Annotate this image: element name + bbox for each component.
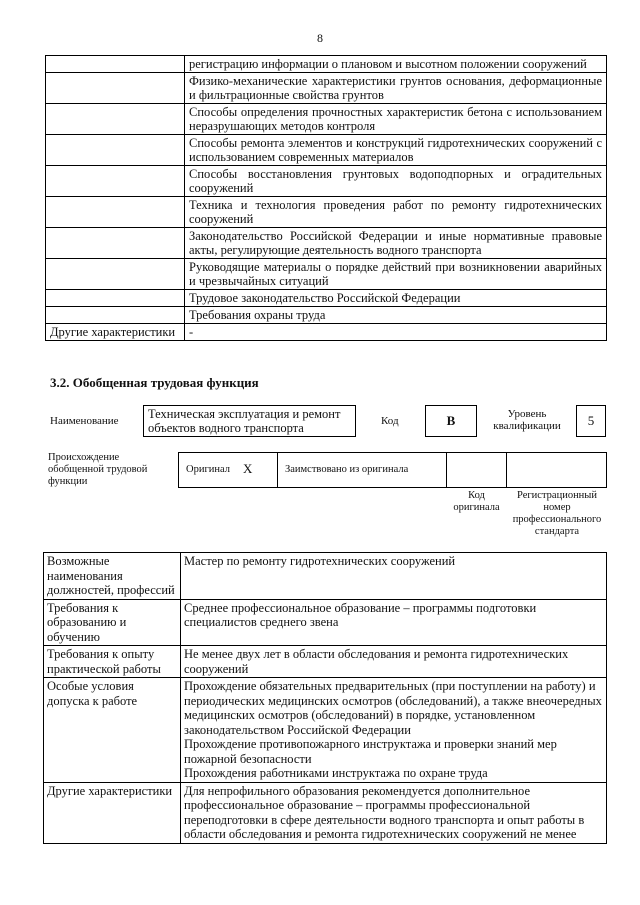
row-label: Требования к образованию и обучению	[44, 599, 181, 646]
row-label	[46, 73, 185, 104]
row-paragraph: Среднее профессиональное образование – программы подготовки специалистов среднего звена	[184, 600, 537, 629]
table-row	[44, 599, 607, 646]
borrowed-label: Заимствовано из оригинала	[285, 464, 409, 475]
original-mark: X	[243, 461, 253, 476]
row-paragraph: Прохождения работниками инструктажа по охране труда	[184, 766, 488, 780]
table-row	[46, 73, 607, 104]
row-value: Законодательство Российской Федерации и иные нормативные правовые акты, регулирующие деятельность водного транспорта	[185, 228, 607, 259]
table-row	[46, 259, 607, 290]
table-row	[44, 782, 607, 843]
name-label: Наименование	[50, 415, 119, 427]
row-label	[46, 56, 185, 73]
table-row	[46, 104, 607, 135]
row-value	[181, 678, 607, 783]
row-label: Другие характеристики	[46, 324, 185, 341]
code-original-cell	[446, 452, 507, 488]
table-row	[46, 135, 607, 166]
row-paragraph: Для непрофильного образования рекомендуется дополнительное профессиональное образование – программы профессиональной переподготовки в сфере деятельности водного транспорта и опыт работы в области обследования и ремонта гидротехнических сооружений не менее	[184, 783, 585, 841]
row-value: Требования охраны труда	[185, 307, 607, 324]
row-label	[46, 228, 185, 259]
row-value: Способы восстановления грунтовых водоподпорных и оградительных сооружений	[185, 166, 607, 197]
row-paragraph: Мастер по ремонту гидротехнических сооружений	[184, 554, 456, 568]
row-value	[181, 553, 607, 600]
row-paragraph: Не менее двух лет в области обследования и ремонта гидротехнических сооружений	[184, 647, 569, 676]
table-row	[46, 56, 607, 73]
row-value: Способы определения прочностных характеристик бетона с использованием неразрушающих методов контроля	[185, 104, 607, 135]
row-value: Руководящие материалы о порядке действий при возникновении аварийных и чрезвычайных ситуаций	[185, 259, 607, 290]
row-label	[46, 197, 185, 228]
row-label	[46, 104, 185, 135]
row-label	[46, 290, 185, 307]
row-label	[46, 135, 185, 166]
page-number: 8	[317, 31, 323, 45]
row-value: Техника и технология проведения работ по ремонту гидротехнических сооружений	[185, 197, 607, 228]
table-row	[46, 228, 607, 259]
row-label: Особые условия допуска к работе	[44, 678, 181, 783]
row-value	[181, 599, 607, 646]
section-heading: 3.2. Обобщенная трудовая функция	[50, 375, 259, 390]
reg-number-caption: Регистрационный номер профессионального стандарта	[512, 490, 602, 537]
knowledge-table	[45, 55, 607, 341]
row-value: Физико-механические характеристики грунтов основания, деформационные и фильтрационные свойства грунтов	[185, 73, 607, 104]
row-paragraph: Прохождение противопожарного инструктажа и проверки знаний мер пожарной безопасности	[184, 737, 557, 766]
row-label	[46, 259, 185, 290]
row-paragraph: Прохождение обязательных предварительных (при поступлении на работу) и периодических медицинских осмотров (обследований), а также внеочередных медицинских осмотров (обследований) в порядке, установленном законодательством Российской Федерации	[184, 679, 602, 737]
table-row	[44, 553, 607, 600]
row-value: регистрацию информации о плановом и высотном положении сооружений	[185, 56, 607, 73]
code-original-caption: Код оригинала	[453, 490, 500, 513]
row-value: -	[185, 324, 607, 341]
table-row	[44, 646, 607, 678]
row-value: Трудовое законодательство Российской Федерации	[185, 290, 607, 307]
reg-number-cell	[506, 452, 607, 488]
table-row	[46, 290, 607, 307]
table-row	[44, 678, 607, 783]
code-box: B	[425, 405, 477, 437]
row-label: Возможные наименования должностей, профессий	[44, 553, 181, 600]
requirements-table	[43, 552, 607, 844]
table-row	[46, 197, 607, 228]
original-cell	[178, 452, 278, 488]
row-label: Другие характеристики	[44, 782, 181, 843]
table-row	[46, 324, 607, 341]
table-row	[46, 307, 607, 324]
row-label: Требования к опыту практической работы	[44, 646, 181, 678]
function-name-box: Техническая эксплуатация и ремонт объектов водного транспорта	[143, 405, 356, 437]
row-label	[46, 307, 185, 324]
row-value: Способы ремонта элементов и конструкций гидротехнических сооружений с использованием современных материалов	[185, 135, 607, 166]
borrowed-cell	[277, 452, 447, 488]
origin-label: Происхождение обобщенной трудовой функции	[48, 452, 148, 487]
row-value	[181, 646, 607, 678]
level-box: 5	[576, 405, 606, 437]
row-value	[181, 782, 607, 843]
code-label: Код	[381, 415, 399, 427]
row-label	[46, 166, 185, 197]
table-row	[46, 166, 607, 197]
original-label: Оригинал	[186, 464, 230, 475]
level-label: Уровень квалификации	[493, 408, 561, 432]
